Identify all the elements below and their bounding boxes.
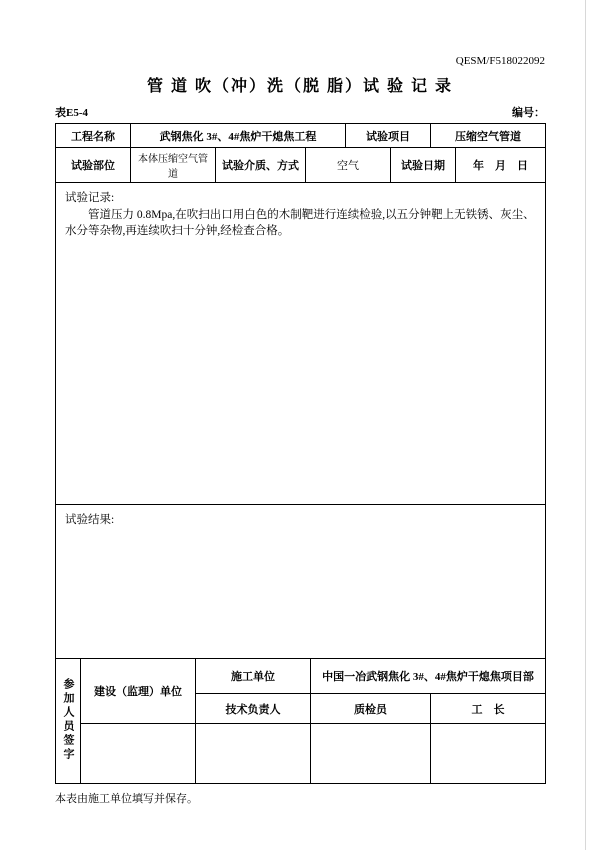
supervision-unit-label: 建设（监理）单位: [81, 659, 196, 724]
test-record-text: 管道压力 0.8Mpa,在吹扫出口用白色的木制靶进行连续检验,以五分钟靶上无铁锈、灰尘、水分等杂物,再连续吹扫十分钟,经检查合格。: [65, 209, 535, 237]
foreman-label: 工 长: [431, 694, 546, 724]
foreman-signature-cell: [431, 724, 546, 784]
subheader: [55, 106, 545, 120]
participants-label: 参加人员签字: [62, 677, 74, 762]
participants-label-cell: [56, 659, 81, 784]
main-form-table: [55, 123, 546, 659]
construction-unit-label: 施工单位: [196, 659, 311, 694]
table-row: [56, 124, 546, 148]
supervision-signature-cell: [81, 724, 196, 784]
medium-method-value: 空气: [306, 148, 391, 183]
test-part-label: 试验部位: [56, 148, 131, 183]
test-part-value: 本体压缩空气管道: [131, 148, 216, 183]
test-result-cell: [56, 505, 546, 659]
test-item-label: 试验项目: [346, 124, 431, 148]
table-row: [56, 505, 546, 659]
doc-code: QESM/F518022092: [455, 55, 545, 67]
table-row: [56, 148, 546, 183]
test-date-value: 年 月 日: [456, 148, 546, 183]
table-row: [56, 724, 546, 784]
signature-table: [55, 658, 546, 784]
medium-method-label: 试验介质、方式: [216, 148, 306, 183]
page-title: 管 道 吹（冲）洗（脱 脂）试 验 记 录: [146, 78, 453, 95]
construction-unit-value: 中国一冶武钢焦化 3#、4#焦炉干熄焦项目部: [311, 659, 546, 694]
qc-inspector-label: 质检员: [311, 694, 431, 724]
footer-note: 本表由施工单位填写并保存。: [55, 793, 198, 805]
test-item-value: 压缩空气管道: [431, 124, 546, 148]
test-date-label: 试验日期: [391, 148, 456, 183]
form-number: 表E5-4: [55, 107, 88, 119]
test-record-label: 试验记录:: [65, 192, 115, 204]
tech-lead-signature-cell: [196, 724, 311, 784]
scan-edge-line: [585, 0, 586, 850]
test-record-cell: [56, 183, 546, 505]
table-row: [56, 659, 546, 694]
tech-lead-label: 技术负责人: [196, 694, 311, 724]
test-result-label: 试验结果:: [65, 514, 115, 526]
project-name-label: 工程名称: [56, 124, 131, 148]
serial-number-label: 编号：: [512, 107, 545, 119]
project-name-value: 武钢焦化 3#、4#焦炉干熄焦工程: [131, 124, 346, 148]
table-row: [56, 183, 546, 505]
qc-inspector-signature-cell: [311, 724, 431, 784]
